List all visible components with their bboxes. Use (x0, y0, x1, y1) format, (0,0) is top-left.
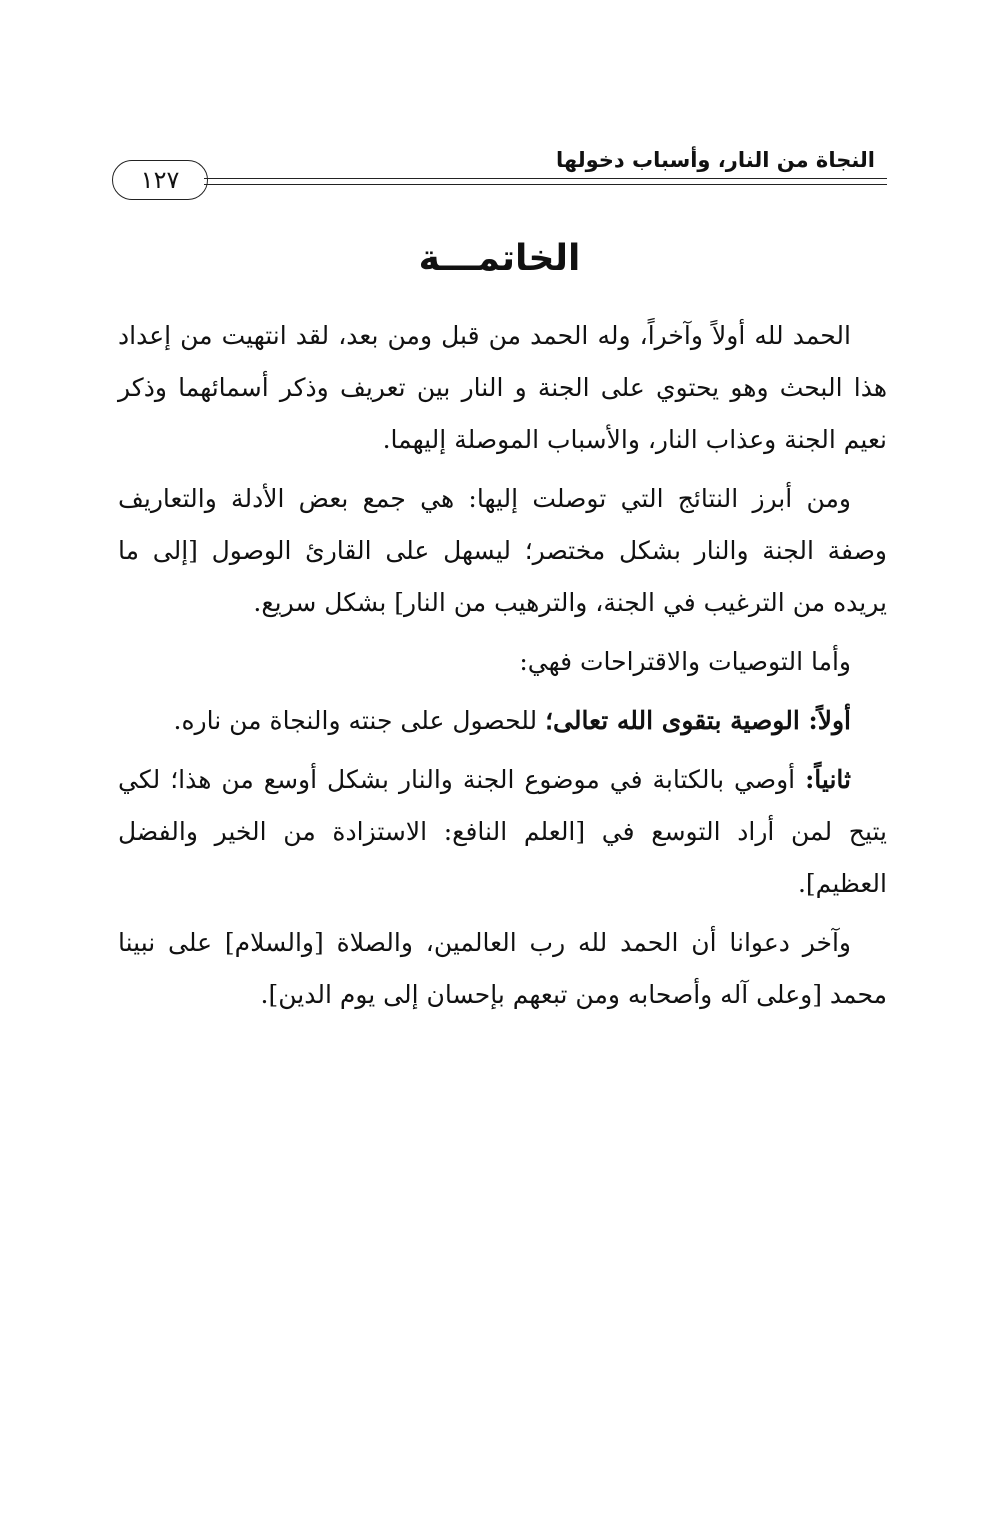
body-text (118, 310, 887, 1028)
page-number-oval (112, 160, 208, 200)
recommendation-first-lead: أولاً: الوصية بتقوى الله تعالى؛ (545, 706, 851, 735)
chapter-title: الخاتمـــة (418, 238, 581, 279)
header-rule-bottom (204, 184, 887, 185)
paragraph-closing: وآخر دعوانا أن الحمد لله رب العالمين، والصلاة [والسلام] على نبينا محمد [وعلى آله وأصحابه ومن تبعهم بإحسان إلى يوم الدين]. (118, 928, 887, 1009)
running-title: النجاة من النار، وأسباب دخولها (556, 148, 875, 172)
paragraph-recommendation-second (118, 754, 887, 910)
page-header (112, 140, 887, 210)
page-number: ١٢٧ (140, 166, 180, 194)
recommendation-first-text: للحصول على جنته والنجاة من ناره. (173, 706, 546, 735)
paragraph-results: ومن أبرز النتائج التي توصلت إليها: هي جمع بعض الأدلة والتعاريف وصفة الجنة والنار بشكل مختصر؛ ليسهل على القارئ الوصول [إلى ما يريده من الترغيب في الجنة، والترهيب من النار] بشكل سريع. (118, 484, 887, 617)
header-rule-top (204, 178, 887, 179)
recommendation-second-text: أوصي بالكتابة في موضوع الجنة والنار بشكل أوسع من هذا؛ لكي يتيح لمن أراد التوسع في [العلم النافع: الاستزادة من الخير والفضل العظيم]. (118, 765, 887, 898)
paragraph-recommendation-first (118, 695, 887, 747)
recommendation-second-lead: ثانياً: (805, 765, 852, 794)
paragraph-intro: الحمد لله أولاً وآخراً، وله الحمد من قبل ومن بعد، لقد انتهيت من إعداد هذا البحث وهو يحتوي على الجنة و النار بين تعريف وذكر أسمائهما وذكر نعيم الجنة وعذاب النار، والأسباب الموصلة إليهما. (118, 321, 887, 454)
paragraph-recommendations-intro: وأما التوصيات والاقتراحات فهي: (519, 647, 851, 676)
